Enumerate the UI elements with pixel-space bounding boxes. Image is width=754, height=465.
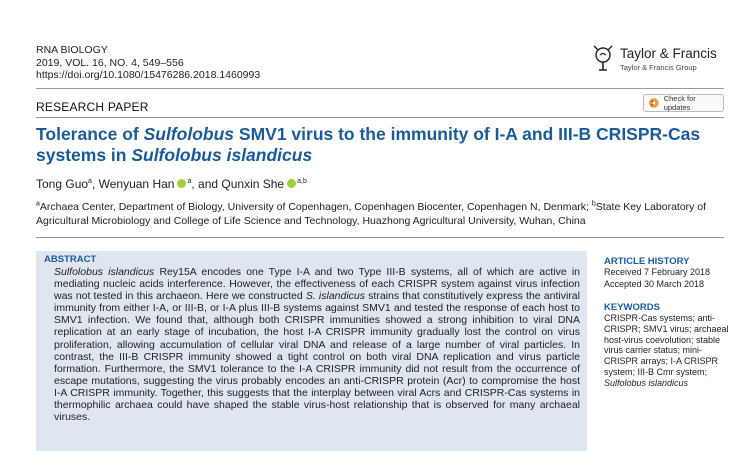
header-rule xyxy=(36,88,724,89)
author-affiliation-mark: a,b xyxy=(297,178,307,185)
author-name[interactable]: Wenyuan Han xyxy=(98,177,175,191)
author-affiliation-mark: a xyxy=(187,178,192,185)
affiliation-rule xyxy=(36,237,724,238)
keywords-italic: Sulfolobus islandicus xyxy=(604,377,689,388)
author-list xyxy=(36,177,307,191)
abstract-italic: S. islandicus xyxy=(305,290,366,303)
affiliation-text: Archaea Center, Department of Biology, University of Copenhagen, Copenhagen Biocenter, Copenhagen N, Denmark; xyxy=(39,201,592,213)
article-history-heading: ARTICLE HISTORY xyxy=(604,256,690,267)
abstract-heading: ABSTRACT xyxy=(44,254,97,265)
keywords-heading: KEYWORDS xyxy=(604,302,660,313)
check-for-updates-label: Check for updates xyxy=(663,94,696,112)
article-history xyxy=(604,256,734,290)
check-for-updates-button[interactable] xyxy=(643,94,724,112)
received-date: Received 7 February 2018 xyxy=(604,267,711,277)
journal-issue: 2019, VOL. 16, NO. 4, 549–556 xyxy=(36,56,184,69)
publisher-group: Taylor & Francis Group xyxy=(620,63,697,72)
affiliation-mark: a xyxy=(36,200,40,208)
author-name[interactable]: Qunxin She xyxy=(221,177,285,191)
keywords-list: CRISPR-Cas systems; anti-CRISPR; SMV1 virus; archaeal host-virus coevolution; stable virus carrier status; mini-CRISPR arrays; I-A CRISPR system; III-B Cmr system; xyxy=(604,313,729,377)
title-part-1: Tolerance of xyxy=(36,124,144,144)
abstract-italic: Sulfolobus islandicus xyxy=(54,266,155,278)
publisher-name: Taylor & Francis xyxy=(620,46,717,61)
abstract-body: Rey15A encodes one Type I-A and two Type III-B systems, all of which are active in mediating nucleic acids interference. However, the effectiveness of each CRISPR system against virus infection was not tested in this archaeon. Here we constructed xyxy=(54,266,580,303)
crossmark-icon xyxy=(648,97,660,109)
journal-info xyxy=(36,44,260,82)
affiliation-mark: b xyxy=(591,200,596,208)
author-separator: , xyxy=(91,177,99,191)
publisher-logo[interactable] xyxy=(592,44,722,76)
taylor-francis-logo-icon xyxy=(592,44,614,74)
affiliation-text: State Key Laboratory of Agricultural Microbiology and College of Life Science and Technology, Huazhong Agricultural University, Wuhan, China xyxy=(36,201,707,227)
title-part-2: SMV1 virus to the immunity of I-A and III-B CRISPR-Cas systems in xyxy=(36,124,701,165)
author-affiliation-mark: a xyxy=(88,178,92,185)
abstract-body: strains that constitutively express the antiviral immunity from either I-A, or III-B, or I-A plus III-B systems against SMV1 and tested the response of each host to SMV1 infection. We found that, although both CRISPR immunities showed a strong inhibition to viral DNA replication at an early stage of incubation, the host I-A CRISPR immunity gradually lost the control on virus proliferation, allowing accumulation of cellular viral DNA and release of a large number of viral particles. In contrast, the III-B CRISPR immunity showed a tight control on both viral DNA replication and virus particle formation. Furthermore, the SMV1 tolerance to the I-A CRISPR immunity did not result from the occurrence of escape mutations, suggesting the virus probably encodes an anti-CRISPR protein (Acr) to compromise the host I-A CRISPR immunity. Together, this suggests that the interplay between viral Acrs and CRISPR-Cas systems in thermophilic archaea could have shaped the stable virus-host relationship that is observed for many archaeal viruses. xyxy=(54,290,580,424)
author-name[interactable]: Tong Guo xyxy=(36,177,89,191)
keywords-text xyxy=(604,313,729,389)
accepted-date: Accepted 30 March 2018 xyxy=(604,278,705,289)
keywords xyxy=(604,302,729,389)
journal-doi-link[interactable]: https://doi.org/10.1080/15476286.2018.1460993 xyxy=(36,69,261,81)
section-rule xyxy=(36,117,724,118)
title-italic-1: Sulfolobus xyxy=(143,124,235,144)
section-label: RESEARCH PAPER xyxy=(36,100,149,114)
abstract-text xyxy=(54,266,580,423)
journal-name: RNA BIOLOGY xyxy=(36,44,108,56)
author-separator: , and xyxy=(191,177,222,191)
paper-title xyxy=(36,124,726,166)
title-italic-2: Sulfolobus islandicus xyxy=(131,145,313,165)
affiliations xyxy=(36,201,736,228)
orcid-icon[interactable] xyxy=(287,179,296,188)
orcid-icon[interactable] xyxy=(177,179,186,188)
